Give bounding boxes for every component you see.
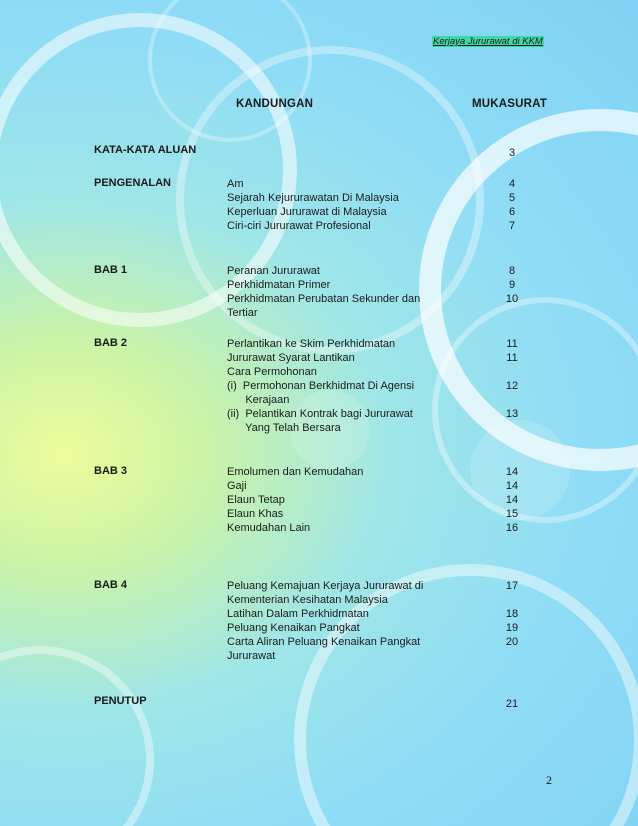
entry-page-number: 16	[505, 522, 519, 534]
entry-title: Jururawat Syarat Lantikan	[227, 352, 355, 364]
entry-title: Kementerian Kesihatan Malaysia	[227, 594, 388, 606]
entry-page-number: 11	[506, 352, 518, 364]
entry-page-number: 21	[505, 698, 519, 710]
entry-title: Jururawat	[227, 650, 276, 662]
entry-page-number: 10	[505, 293, 519, 305]
entry-page-number: 14	[505, 480, 519, 492]
entry-page-number: 5	[508, 192, 516, 204]
entry-title: Peluang Kenaikan Pangkat	[227, 622, 360, 634]
section-label: KATA-KATA ALUAN	[94, 144, 197, 156]
entry-title: Peranan Jururawat	[227, 265, 320, 277]
page-column-heading: MUKASURAT	[472, 98, 548, 110]
entry-page-number: 15	[505, 508, 519, 520]
entry-title: Keperluan Jururawat di Malaysia	[227, 206, 387, 218]
section-label: BAB 3	[94, 465, 128, 477]
entry-page-number: 18	[505, 608, 519, 620]
entry-page-number: 19	[505, 622, 519, 634]
entry-title: Elaun Khas	[227, 508, 284, 520]
entry-title: (ii) Pelantikan Kontrak bagi Jururawat	[227, 408, 413, 420]
entry-title: Elaun Tetap	[227, 494, 285, 506]
entry-title: Peluang Kemajuan Kerjaya Jururawat di	[227, 580, 424, 592]
entry-page-number: 14	[505, 466, 519, 478]
entry-page-number: 8	[508, 265, 516, 277]
entry-title: Cara Permohonan	[227, 366, 317, 378]
entry-title: Am	[227, 178, 244, 190]
page-number: 2	[546, 773, 552, 787]
running-header: Kerjaya Jururawat di KKM	[433, 36, 543, 47]
entry-page-number: 9	[508, 279, 516, 291]
entry-title: Kerajaan	[227, 394, 290, 406]
entry-title: Kemudahan Lain	[227, 522, 311, 534]
entry-page-number: 11	[506, 338, 518, 350]
entry-page-number: 14	[505, 494, 519, 506]
section-label: PENUTUP	[94, 695, 147, 707]
entry-page-number: 7	[508, 220, 516, 232]
entry-title: Yang Telah Bersara	[227, 422, 341, 434]
entry-title: Gaji	[227, 480, 247, 492]
entry-title: (i) Permohonan Berkhidmat Di Agensi	[227, 380, 415, 392]
entry-title: Tertiar	[227, 307, 258, 319]
contents-column-heading: KANDUNGAN	[236, 98, 314, 110]
entry-page-number: 3	[508, 147, 516, 159]
entry-page-number: 4	[508, 178, 516, 190]
section-label: BAB 1	[94, 264, 128, 276]
entry-title: Perkhidmatan Perubatan Sekunder dan	[227, 293, 421, 305]
entry-title: Sejarah Kejururawatan Di Malaysia	[227, 192, 399, 204]
entry-page-number: 6	[508, 206, 516, 218]
entry-title: Perkhidmatan Primer	[227, 279, 331, 291]
entry-title: Latihan Dalam Perkhidmatan	[227, 608, 369, 620]
entry-page-number: 20	[505, 636, 519, 648]
entry-title: Emolumen dan Kemudahan	[227, 466, 364, 478]
entry-title: Ciri-ciri Jururawat Profesional	[227, 220, 371, 232]
entry-page-number: 12	[505, 380, 519, 392]
section-label: BAB 2	[94, 337, 128, 349]
entry-page-number: 17	[505, 580, 519, 592]
section-label: PENGENALAN	[94, 177, 172, 189]
section-label: BAB 4	[94, 579, 128, 591]
entry-page-number: 13	[505, 408, 519, 420]
entry-title: Perlantikan ke Skim Perkhidmatan	[227, 338, 396, 350]
entry-title: Carta Aliran Peluang Kenaikan Pangkat	[227, 636, 421, 648]
